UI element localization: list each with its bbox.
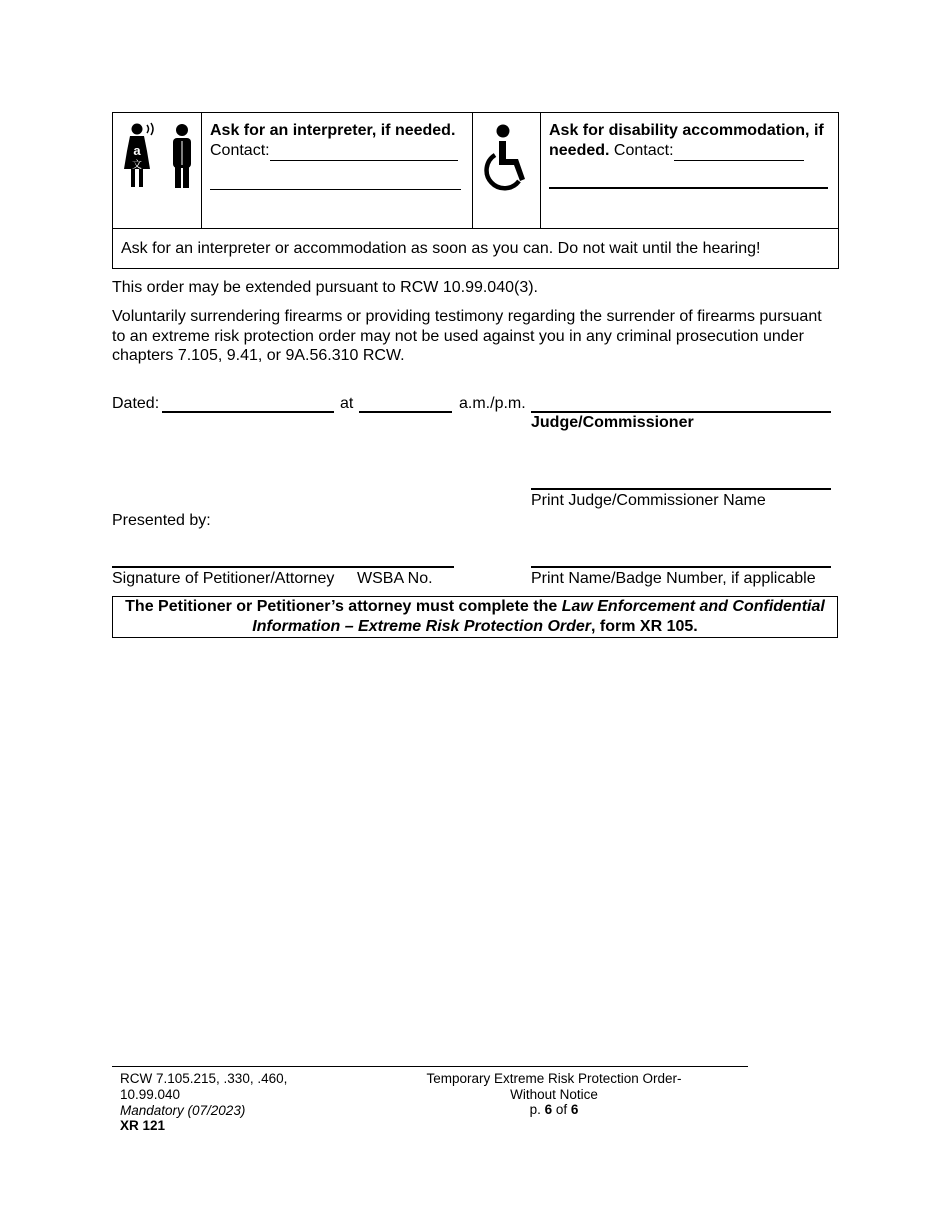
petitioner-signature-label: Signature of Petitioner/Attorney <box>112 570 335 587</box>
dated-label: Dated: <box>112 395 160 412</box>
footer-rule <box>112 1066 748 1067</box>
print-judge-label: Print Judge/Commissioner Name <box>531 492 766 509</box>
extension-text: This order may be extended pursuant to RCW 10.99.040(3). <box>112 279 538 296</box>
footer-mandatory: Mandatory (07/2023) <box>120 1103 246 1118</box>
footer-rcw-line2: 10.99.040 <box>120 1087 181 1102</box>
disability-title: Ask for disability accommodation, if needed. <box>549 122 824 159</box>
time-field[interactable] <box>359 394 452 413</box>
disability-contact-field-2[interactable] <box>549 161 828 189</box>
disability-contact-label: Contact: <box>613 142 674 159</box>
page-current: 6 <box>544 1102 553 1117</box>
print-judge-field[interactable] <box>531 472 831 490</box>
wheelchair-icon <box>473 121 541 201</box>
wsba-label: WSBA No. <box>357 570 433 587</box>
disability-contact-field[interactable] <box>674 142 804 161</box>
footer-rcw-line1: RCW 7.105.215, .330, .460, <box>120 1071 288 1086</box>
at-label: at <box>340 395 354 412</box>
footer-title-line1: Temporary Extreme Risk Protection Order- <box>426 1071 682 1086</box>
svg-text:文: 文 <box>132 160 142 171</box>
svg-text:a: a <box>133 143 141 158</box>
notice-form-title: Law Enforcement and Confidential Information – Extreme Risk Protection Order <box>252 598 825 635</box>
page-total: 6 <box>570 1102 579 1117</box>
petitioner-signature-field[interactable] <box>112 550 454 568</box>
print-name-label: Print Name/Badge Number, if applicable <box>531 570 816 587</box>
interpreter-people-icon <box>113 121 202 201</box>
wheelchair-icon-cell <box>473 113 541 229</box>
interpreter-text-cell <box>202 113 473 229</box>
interpreter-contact-field-2[interactable] <box>210 161 461 190</box>
presented-by-label: Presented by: <box>112 512 211 529</box>
xr105-notice <box>112 596 838 638</box>
page-of: of <box>555 1102 568 1117</box>
judge-label: Judge/Commissioner <box>531 414 694 431</box>
disability-text-cell <box>541 113 839 229</box>
judge-signature-field[interactable] <box>531 394 831 413</box>
ampm-label: a.m./p.m. <box>459 395 526 412</box>
interpreter-accommodation-box <box>112 112 839 269</box>
footer-form-id: XR 121 <box>120 1118 166 1133</box>
interpreter-note: Ask for an interpreter or accommodation as soon as you can. Do not wait until the hearing! <box>113 229 839 269</box>
print-name-field[interactable] <box>531 550 831 568</box>
interpreter-contact-label: Contact: <box>210 142 270 159</box>
notice-part1: The Petitioner or Petitioner’s attorney must complete the <box>125 598 562 615</box>
interpreter-contact-field[interactable] <box>270 142 458 161</box>
dated-field[interactable] <box>162 394 334 413</box>
page-prefix: p. <box>529 1102 541 1117</box>
footer-page-number <box>404 1102 704 1118</box>
footer-title-line2: Without Notice <box>510 1087 598 1102</box>
surrender-text: Voluntarily surrendering firearms or providing testimony regarding the surrender of firearms pursuant to an extreme risk protection order may not be used against you in any criminal prosecution under chapters 7.105, 9.41, or 9A.56.310 RCW. <box>112 308 822 364</box>
interpreter-icon-cell <box>113 113 202 229</box>
interpreter-title: Ask for an interpreter, if needed. <box>210 122 456 139</box>
notice-part2: , form XR 105. <box>591 618 698 635</box>
